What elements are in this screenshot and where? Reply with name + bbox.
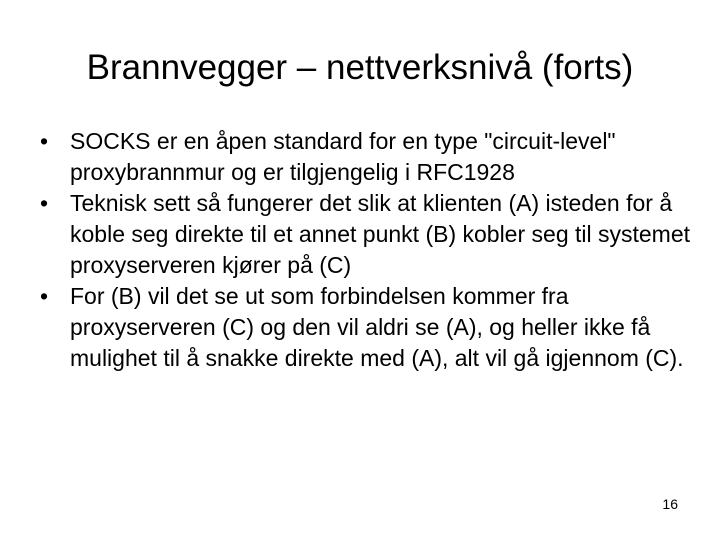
bullet-icon: • bbox=[40, 190, 49, 216]
bullet-text: SOCKS er en åpen standard for en type "circuit-level" proxybrannmur og er tilgjengelig i RFC1928 bbox=[70, 128, 616, 185]
bullet-item bbox=[40, 281, 700, 374]
bullet-text: Teknisk sett så fungerer det slik at klienten (A) isteden for å koble seg direkte til et annet punkt (B) kobler seg til systemet proxyserveren kjører på (C) bbox=[70, 190, 691, 278]
slide-title: Brannvegger – nettverksnivå (forts) bbox=[86, 48, 634, 87]
page-number: 16 bbox=[662, 496, 678, 512]
bullet-item bbox=[40, 188, 700, 281]
bullet-item bbox=[40, 126, 700, 188]
bullet-icon: • bbox=[40, 283, 49, 309]
bullet-icon: • bbox=[40, 128, 49, 154]
bullet-text: For (B) vil det se ut som forbindelsen kommer fra proxyserveren (C) og den vil aldri se (A), og heller ikke få mulighet til å snakke direkte med (A), alt vil gå igjennom (C). bbox=[70, 283, 684, 371]
bullet-list bbox=[40, 126, 700, 374]
